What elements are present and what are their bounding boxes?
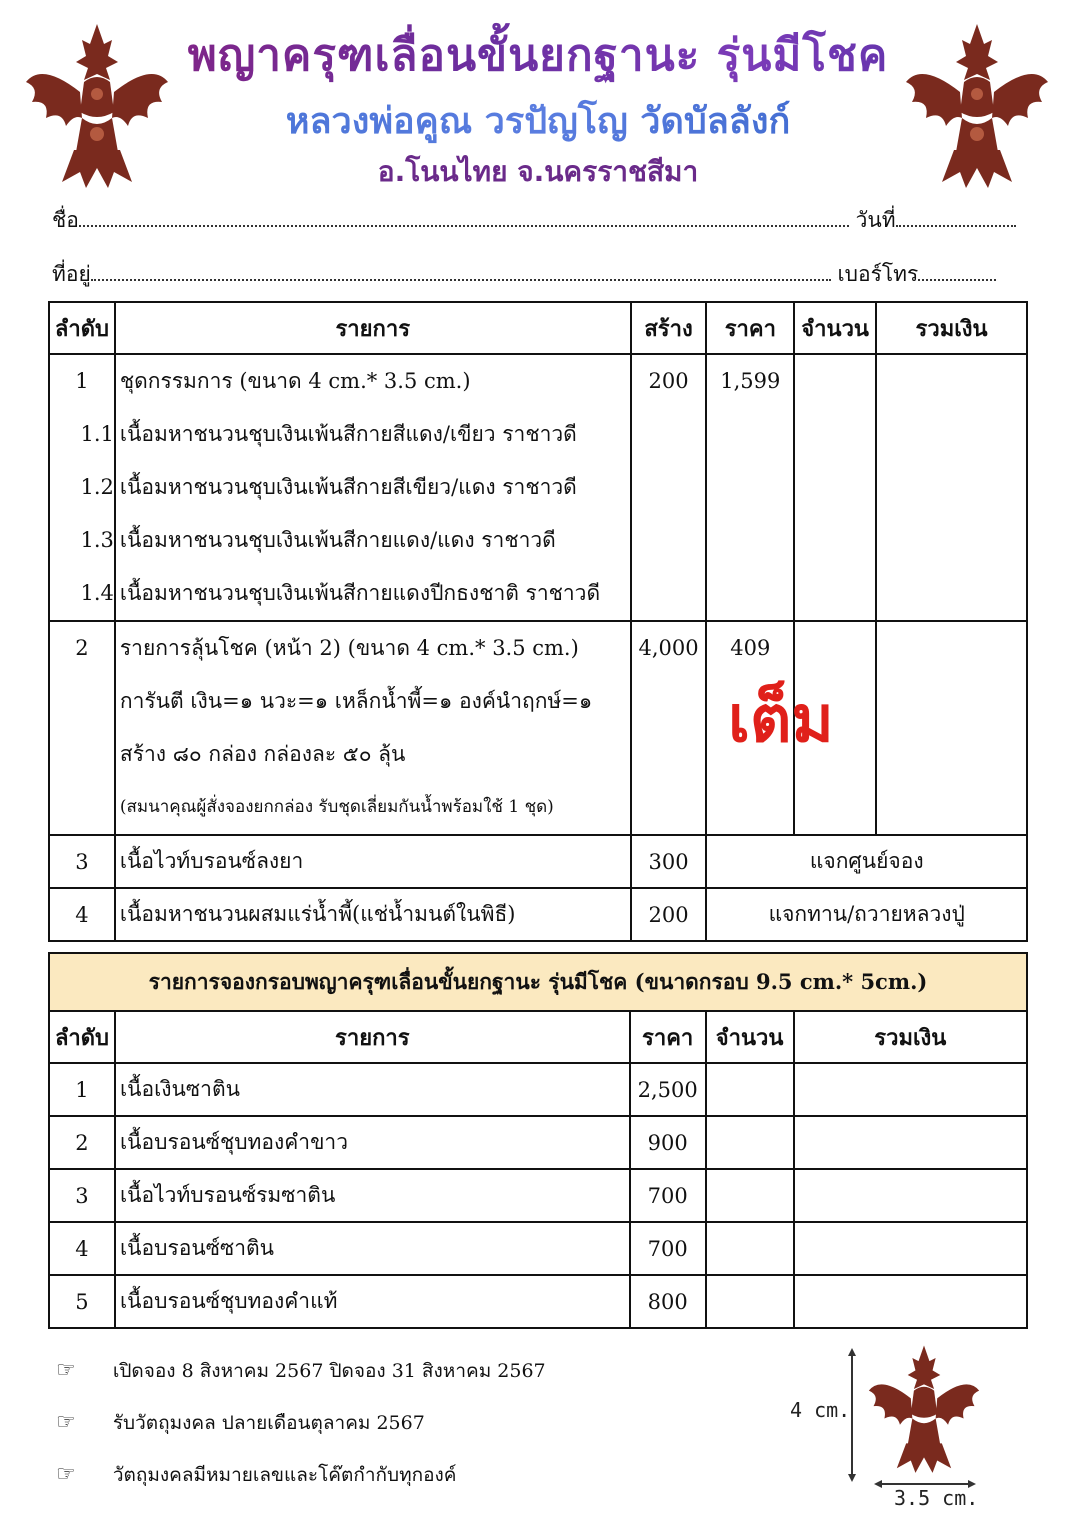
- item-title: เนื้อไวท์บรอนซ์ลงยา: [115, 835, 631, 888]
- name-row: [52, 204, 1028, 237]
- item-title: เนื้อมหาชนวนผสมแร่น้ำพี้(แช่น้ำมนต์ในพิธี): [115, 888, 631, 941]
- total-cell[interactable]: [794, 1063, 1027, 1116]
- row-number: 3: [49, 835, 115, 888]
- name-field[interactable]: [79, 225, 849, 227]
- price-value: 800: [630, 1275, 706, 1328]
- frame-banner: รายการจองกรอบพญาครุฑเลื่อนขั้นยกฐานะ รุ่นมีโชค (ขนาดกรอบ 9.5 cm.* 5cm.): [49, 953, 1027, 1011]
- row-number: 1: [75, 369, 89, 393]
- qty-cell[interactable]: [706, 1116, 794, 1169]
- row-number-cell: [49, 354, 115, 621]
- location-district: อ.โนนไทย: [377, 155, 508, 188]
- sub-number: 1.4: [80, 581, 114, 605]
- col-header-no: ลำดับ: [49, 1011, 115, 1063]
- item-title: ชุดกรรมการ (ขนาด 4 cm.* 3.5 cm.): [119, 369, 471, 393]
- table-row: [49, 1275, 1027, 1328]
- distribution-note: แจกศูนย์จอง: [706, 835, 1027, 888]
- price-cell: [706, 354, 794, 621]
- price-value: 409: [730, 636, 771, 660]
- item-title: เนื้อเงินซาติน: [115, 1063, 630, 1116]
- qty-cell[interactable]: [706, 1169, 794, 1222]
- location-line: [0, 150, 1076, 194]
- date-label: วันที่: [855, 208, 896, 232]
- qty-cell[interactable]: [794, 354, 876, 621]
- pointing-hand-icon: ☞: [56, 1462, 76, 1487]
- sub-number: 1.1: [80, 422, 114, 446]
- sub-item: เนื้อมหาชนวนชุบเงินเพ้นสีกายแดง/แดง ราชาวดี: [119, 528, 556, 552]
- qty-cell[interactable]: [706, 1063, 794, 1116]
- col-header-qty: จำนวน: [794, 302, 876, 354]
- order-table: [48, 301, 1028, 942]
- created-value: 200: [648, 369, 689, 393]
- note-text: วัตถุมงคลมีหมายเลขและโค๊ตกำกับทุกองค์: [112, 1464, 457, 1486]
- qty-cell[interactable]: [706, 1222, 794, 1275]
- page-title: พญาครุฑเลื่อนขั้นยกฐานะ รุ่นมีโชค: [0, 20, 1076, 90]
- item-detail: สร้าง ๘๐ กล่อง กล่องละ ๕๐ ลุ้น: [119, 742, 406, 766]
- row-number: 3: [49, 1169, 115, 1222]
- col-header-created: สร้าง: [631, 302, 707, 354]
- note-item: [56, 1459, 776, 1511]
- row-number: 1: [49, 1063, 115, 1116]
- table-row: [49, 835, 1027, 888]
- col-header-item: รายการ: [115, 1011, 630, 1063]
- table-row: [49, 1169, 1027, 1222]
- col-header-total: รวมเงิน: [794, 1011, 1027, 1063]
- sub-item: เนื้อมหาชนวนชุบเงินเพ้นสีกายสีเขียว/แดง ราชาวดี: [119, 475, 577, 499]
- created-value: 300: [631, 835, 707, 888]
- col-header-total: รวมเงิน: [876, 302, 1027, 354]
- table-row: [49, 1116, 1027, 1169]
- row-number: 4: [49, 1222, 115, 1275]
- total-cell[interactable]: [794, 1275, 1027, 1328]
- created-cell: [631, 621, 707, 835]
- height-dimension: 4 cm.: [790, 1398, 851, 1422]
- sub-number: 1.3: [80, 528, 114, 552]
- table-row: [49, 354, 1027, 621]
- price-value: 2,500: [630, 1063, 706, 1116]
- address-label: ที่อยู่: [52, 262, 91, 286]
- created-cell: [631, 354, 707, 621]
- created-value: 4,000: [638, 636, 699, 660]
- item-cell: [115, 621, 631, 835]
- note-text: รับวัตถุมงคล ปลายเดือนตุลาคม 2567: [112, 1412, 425, 1434]
- name-label: ชื่อ: [52, 208, 79, 232]
- price-value: 900: [630, 1116, 706, 1169]
- date-field[interactable]: [896, 225, 1016, 227]
- col-header-qty: จำนวน: [706, 1011, 794, 1063]
- item-title: เนื้อไวท์บรอนซ์รมซาติน: [115, 1169, 630, 1222]
- item-detail: การันตี เงิน=๑ นวะ=๑ เหล็กน้ำพี้=๑ องค์นำฤกษ์=๑: [119, 689, 593, 713]
- phone-label: เบอร์โทร: [837, 262, 919, 286]
- col-header-item: รายการ: [115, 302, 631, 354]
- total-cell[interactable]: [794, 1222, 1027, 1275]
- col-header-no: ลำดับ: [49, 302, 115, 354]
- total-cell[interactable]: [876, 621, 1027, 835]
- row-number: 4: [49, 888, 115, 941]
- price-value: 1,599: [720, 369, 781, 393]
- item-title: เนื้อบรอนซ์ชุบทองคำขาว: [115, 1116, 630, 1169]
- item-title: เนื้อบรอนซ์ซาติน: [115, 1222, 630, 1275]
- pointing-hand-icon: ☞: [56, 1410, 76, 1435]
- note-item: [56, 1355, 776, 1407]
- row-number: 2: [75, 636, 89, 660]
- created-value: 200: [631, 888, 707, 941]
- location-province: จ.นครราชสีมา: [517, 155, 699, 188]
- width-dimension: 3.5 cm.: [894, 1486, 979, 1510]
- table-row: [49, 1063, 1027, 1116]
- row-number-cell: [49, 621, 115, 835]
- table-header-row: [49, 1011, 1027, 1063]
- note-text: เปิดจอง 8 สิงหาคม 2567 ปิดจอง 31 สิงหาคม 2567: [112, 1360, 546, 1382]
- item-title: เนื้อบรอนซ์ชุบทองคำแท้: [115, 1275, 630, 1328]
- price-value: 700: [630, 1169, 706, 1222]
- address-row: [52, 258, 1028, 291]
- page-subtitle: หลวงพ่อคูณ วรปัญโญ วัดบัลลังก์: [0, 92, 1076, 149]
- item-title: รายการลุ้นโชค (หน้า 2) (ขนาด 4 cm.* 3.5 cm.): [119, 636, 579, 660]
- row-number: 5: [49, 1275, 115, 1328]
- item-promo-note: (สมนาคุณผู้สั่งจองยกกล่อง รับชุดเลี่ยมกันน้ำพร้อมใช้ 1 ชุด): [119, 797, 554, 817]
- pointing-hand-icon: ☞: [56, 1358, 76, 1383]
- total-cell[interactable]: [876, 354, 1027, 621]
- phone-field[interactable]: [918, 279, 996, 281]
- notes-list: [56, 1355, 776, 1511]
- sub-item: เนื้อมหาชนวนชุบเงินเพ้นสีกายสีแดง/เขียว ราชาวดี: [119, 422, 577, 446]
- sub-number: 1.2: [80, 475, 114, 499]
- total-cell[interactable]: [794, 1116, 1027, 1169]
- garuda-emblem-icon-small: [864, 1344, 984, 1476]
- total-cell[interactable]: [794, 1169, 1027, 1222]
- price-value: 700: [630, 1222, 706, 1275]
- table-row: [49, 1222, 1027, 1275]
- row-number: 2: [49, 1116, 115, 1169]
- col-header-price: ราคา: [630, 1011, 706, 1063]
- table-header-row: [49, 302, 1027, 354]
- sold-out-stamp: เต็ม: [728, 683, 834, 757]
- sub-item: เนื้อมหาชนวนชุบเงินเพ้นสีกายแดงปีกธงชาติ ราชาวดี: [119, 581, 601, 605]
- qty-cell[interactable]: [706, 1275, 794, 1328]
- col-header-price: ราคา: [706, 302, 794, 354]
- address-field[interactable]: [91, 279, 831, 281]
- frame-order-table: [48, 952, 1028, 1329]
- note-item: [56, 1407, 776, 1459]
- table-row: [49, 888, 1027, 941]
- item-cell: [115, 354, 631, 621]
- table-row: [49, 621, 1027, 835]
- distribution-note: แจกทาน/ถวายหลวงปู่: [706, 888, 1027, 941]
